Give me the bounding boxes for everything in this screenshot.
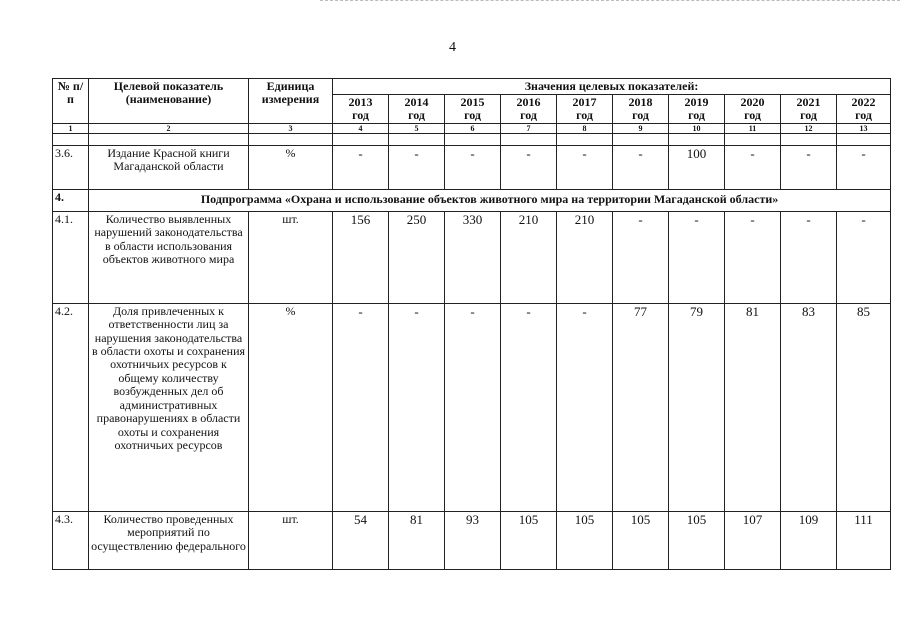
year-value: 2021 bbox=[796, 95, 821, 110]
year-value: 2017 bbox=[572, 95, 597, 110]
column-index: 11 bbox=[725, 123, 781, 133]
spacer-cell bbox=[333, 133, 389, 145]
column-index: 5 bbox=[389, 123, 445, 133]
indicator-value: 210 bbox=[557, 211, 613, 303]
indicator-name: Количество проведенных мероприятий по осуществлению федерального bbox=[89, 511, 249, 569]
header-year bbox=[613, 95, 669, 123]
table-row bbox=[53, 211, 891, 303]
indicator-value: 81 bbox=[725, 303, 781, 511]
indicator-value: 77 bbox=[613, 303, 669, 511]
spacer-cell bbox=[837, 133, 891, 145]
year-suffix: год bbox=[464, 108, 481, 123]
indicator-value: 210 bbox=[501, 211, 557, 303]
row-number: 4.2. bbox=[53, 303, 89, 511]
row-number: 3.6. bbox=[53, 145, 89, 189]
spacer-cell bbox=[501, 133, 557, 145]
indicator-name: Издание Красной книги Магаданской области bbox=[89, 145, 249, 189]
indicator-value: 85 bbox=[837, 303, 891, 511]
indicator-value: - bbox=[389, 303, 445, 511]
indicator-value: - bbox=[445, 145, 501, 189]
spacer-cell bbox=[557, 133, 613, 145]
unit: шт. bbox=[249, 511, 333, 569]
column-index: 6 bbox=[445, 123, 501, 133]
indicator-value: 250 bbox=[389, 211, 445, 303]
indicator-value: - bbox=[837, 211, 891, 303]
indicator-value: - bbox=[669, 211, 725, 303]
spacer-cell bbox=[669, 133, 725, 145]
year-suffix: год bbox=[855, 108, 872, 123]
year-value: 2016 bbox=[516, 95, 541, 110]
spacer-cell bbox=[53, 133, 89, 145]
year-suffix: год bbox=[576, 108, 593, 123]
spacer-cell bbox=[445, 133, 501, 145]
column-index: 7 bbox=[501, 123, 557, 133]
page-top-edge bbox=[320, 0, 900, 1]
indicator-name: Доля привлеченных к ответственности лиц за нарушения законодательства в области охоты и сохранения охотничьих ресурсов к общему количеству возбужденных дел об административных правонарушениях в области охоты и сохранения охотничьих ресурсов bbox=[89, 303, 249, 511]
indicator-value: - bbox=[557, 145, 613, 189]
column-index: 10 bbox=[669, 123, 725, 133]
year-value: 2022 bbox=[851, 95, 876, 110]
indicator-value: - bbox=[557, 303, 613, 511]
header-year bbox=[669, 95, 725, 123]
column-index: 3 bbox=[249, 123, 333, 133]
header-unit: Единица измерения bbox=[249, 79, 333, 124]
header-year bbox=[501, 95, 557, 123]
indicator-value: - bbox=[613, 145, 669, 189]
header-year bbox=[557, 95, 613, 123]
header-row-1 bbox=[53, 79, 891, 95]
spacer-cell bbox=[613, 133, 669, 145]
header-indicator: Целевой показатель (наименование) bbox=[89, 79, 249, 124]
indicator-value: - bbox=[725, 145, 781, 189]
indicator-value: 93 bbox=[445, 511, 501, 569]
column-index: 1 bbox=[53, 123, 89, 133]
year-suffix: год bbox=[352, 108, 369, 123]
header-year bbox=[837, 95, 891, 123]
indicator-value: 156 bbox=[333, 211, 389, 303]
indicator-value: 100 bbox=[669, 145, 725, 189]
year-suffix: год bbox=[688, 108, 705, 123]
indicator-value: 105 bbox=[557, 511, 613, 569]
unit: % bbox=[249, 303, 333, 511]
row-number: 4.1. bbox=[53, 211, 89, 303]
indicator-value: 109 bbox=[781, 511, 837, 569]
indicator-value: - bbox=[333, 303, 389, 511]
table-row bbox=[53, 303, 891, 511]
column-index: 12 bbox=[781, 123, 837, 133]
indicator-value: - bbox=[781, 211, 837, 303]
column-index: 9 bbox=[613, 123, 669, 133]
header-year bbox=[725, 95, 781, 123]
indicator-value: 79 bbox=[669, 303, 725, 511]
year-suffix: год bbox=[520, 108, 537, 123]
indicator-value: 105 bbox=[501, 511, 557, 569]
year-value: 2015 bbox=[460, 95, 485, 110]
column-index: 2 bbox=[89, 123, 249, 133]
indicator-value: 105 bbox=[669, 511, 725, 569]
indicator-value: - bbox=[389, 145, 445, 189]
unit: шт. bbox=[249, 211, 333, 303]
unit: % bbox=[249, 145, 333, 189]
indicator-value: - bbox=[333, 145, 389, 189]
column-index: 8 bbox=[557, 123, 613, 133]
subprogram-row bbox=[53, 189, 891, 211]
subprogram-title: Подпрограмма «Охрана и использование объектов животного мира на территории Магаданской области» bbox=[89, 189, 891, 211]
header-year bbox=[333, 95, 389, 123]
header-year bbox=[389, 95, 445, 123]
indicator-value: 330 bbox=[445, 211, 501, 303]
year-suffix: год bbox=[744, 108, 761, 123]
indicator-value: 81 bbox=[389, 511, 445, 569]
header-year bbox=[781, 95, 837, 123]
year-value: 2018 bbox=[628, 95, 653, 110]
header-num: № п/п bbox=[53, 79, 89, 124]
year-value: 2019 bbox=[684, 95, 709, 110]
indicator-value: 105 bbox=[613, 511, 669, 569]
indicator-value: 54 bbox=[333, 511, 389, 569]
year-value: 2013 bbox=[348, 95, 373, 110]
table-row bbox=[53, 145, 891, 189]
header-year bbox=[445, 95, 501, 123]
indicator-value: - bbox=[613, 211, 669, 303]
spacer-cell bbox=[781, 133, 837, 145]
indicator-value: 83 bbox=[781, 303, 837, 511]
spacer-cell bbox=[89, 133, 249, 145]
indicator-value: - bbox=[501, 145, 557, 189]
column-index: 13 bbox=[837, 123, 891, 133]
indicator-value: - bbox=[781, 145, 837, 189]
indicator-value: - bbox=[501, 303, 557, 511]
year-suffix: год bbox=[408, 108, 425, 123]
spacer-cell bbox=[725, 133, 781, 145]
spacer-row bbox=[53, 133, 891, 145]
header-index-row bbox=[53, 123, 891, 133]
year-value: 2020 bbox=[740, 95, 765, 110]
year-value: 2014 bbox=[404, 95, 429, 110]
row-number: 4.3. bbox=[53, 511, 89, 569]
header-values: Значения целевых показателей: bbox=[333, 79, 891, 95]
row-number: 4. bbox=[53, 189, 89, 211]
column-index: 4 bbox=[333, 123, 389, 133]
year-suffix: год bbox=[632, 108, 649, 123]
page-number: 4 bbox=[449, 40, 456, 55]
indicator-value: - bbox=[725, 211, 781, 303]
indicator-name: Количество выявленных нарушений законодательства в области использования объектов животного мира bbox=[89, 211, 249, 303]
table-body bbox=[53, 79, 891, 570]
indicator-value: - bbox=[445, 303, 501, 511]
spacer-cell bbox=[249, 133, 333, 145]
indicator-value: 107 bbox=[725, 511, 781, 569]
year-suffix: год bbox=[800, 108, 817, 123]
spacer-cell bbox=[389, 133, 445, 145]
indicator-value: 111 bbox=[837, 511, 891, 569]
table-row bbox=[53, 511, 891, 569]
indicator-value: - bbox=[837, 145, 891, 189]
target-indicators-table bbox=[52, 78, 891, 570]
